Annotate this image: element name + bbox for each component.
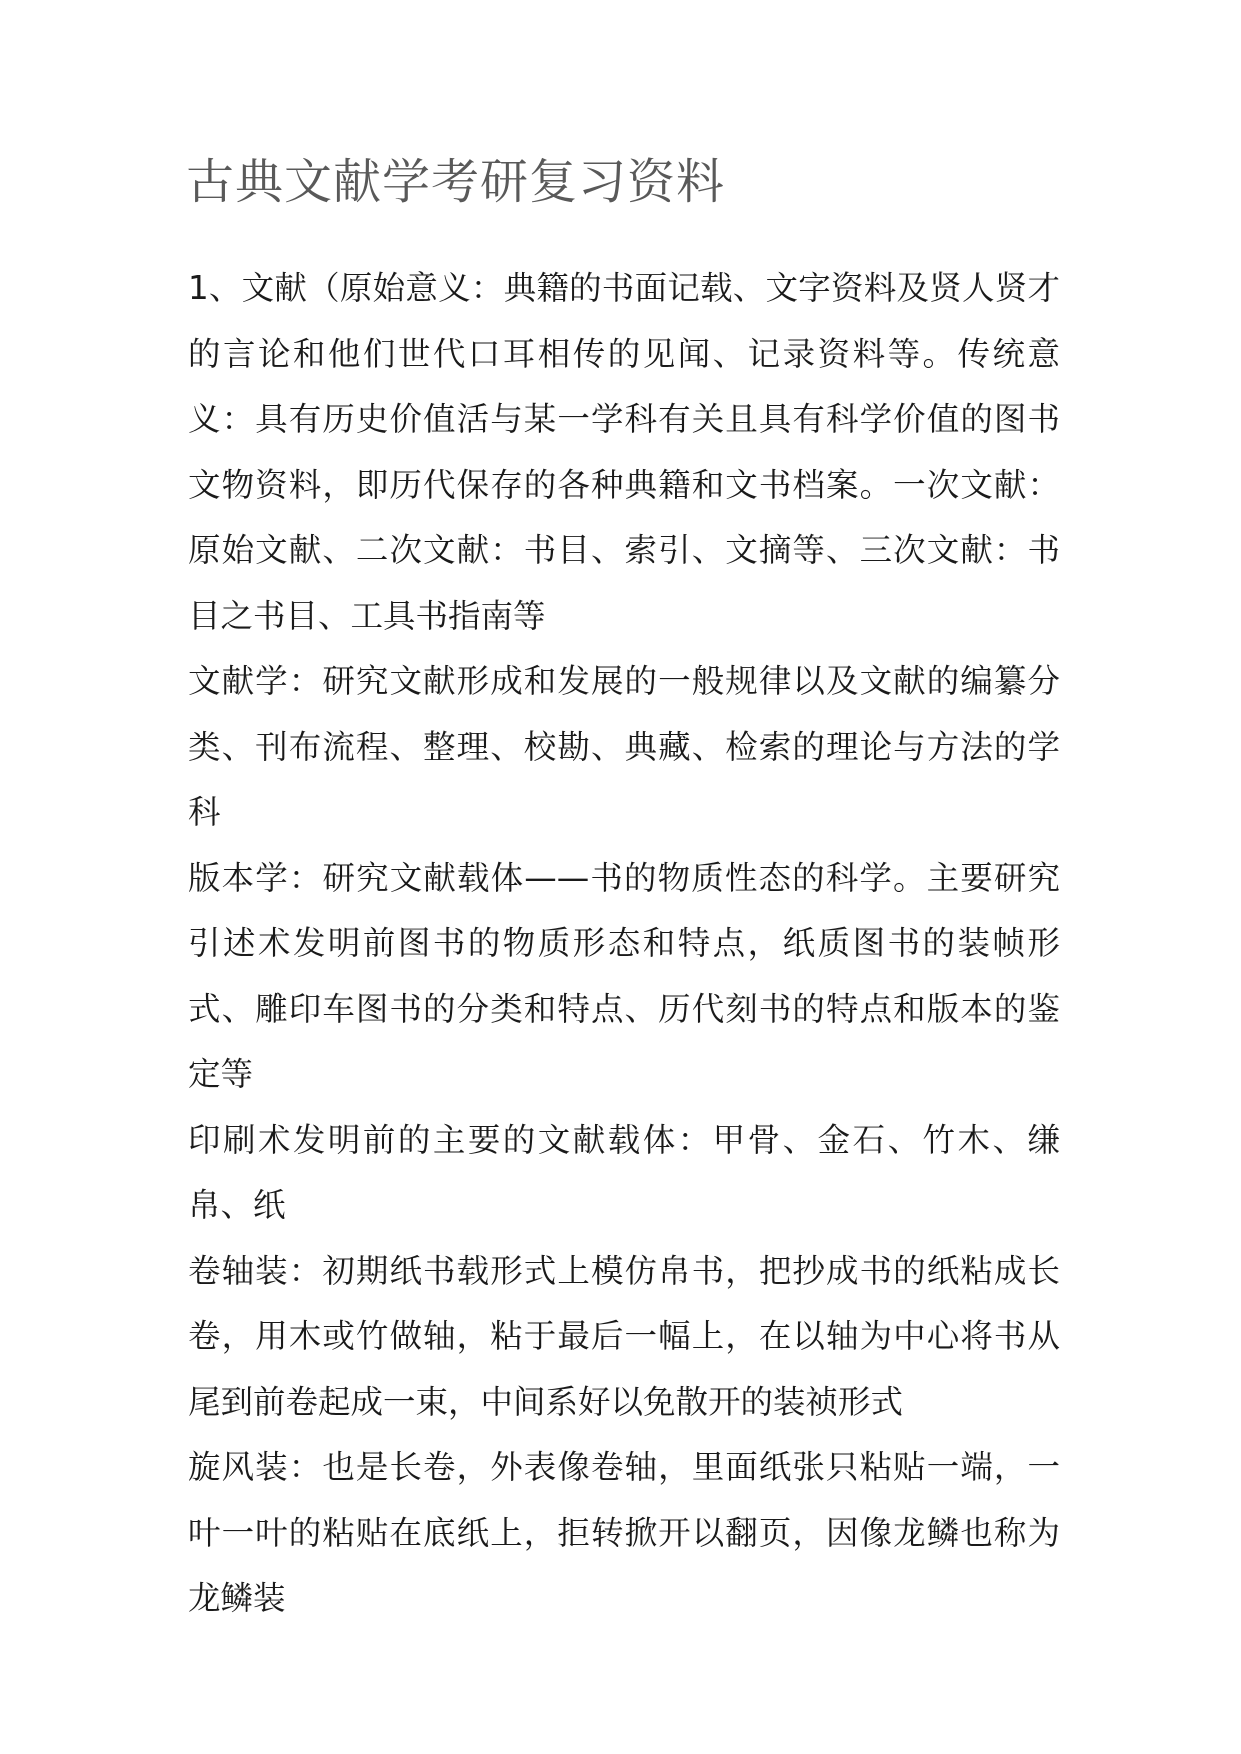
paragraph-bibliography-definition: 版本学：研究文献载体——书的物质性态的科学。主要研究引述术发明前图书的物质形态和特点，纸质图书的装帧形式、雕印车图书的分类和特点、历代刻书的特点和版本的鉴定等 — [188, 858, 1060, 1093]
paragraph-scroll-binding: 卷轴装：初期纸书载形式上模仿帛书，把抄成书的纸粘成长卷，用木或竹做轴，粘于最后一幅上，在以轴为中心将书从尾到前卷起成一束，中间系好以免散开的装祯形式 — [188, 1251, 1060, 1421]
paragraph-document-carriers: 印刷术发明前的主要的文献载体：甲骨、金石、竹木、缣帛、纸 — [188, 1120, 1060, 1224]
paragraph-literature-definition: 1、文献（原始意义：典籍的书面记载、文字资料及贤人贤才的言论和他们世代口耳相传的见闻、记录资料等。传统意义：具有历史价值活与某一学科有关且具有科学价值的图书文物资料，即历代保存的各种典籍和文书档案。一次文献：原始文献、二次文献：书目、索引、文摘等、三次文献：书目之书目、工具书指南等 — [188, 269, 1060, 635]
paragraph-whirlwind-binding: 旋风装：也是长卷，外表像卷轴，里面纸张只粘贴一端，一叶一叶的粘贴在底纸上，拒转掀开以翻页，因像龙鳞也称为龙鳞装 — [188, 1448, 1060, 1617]
document-page — [188, 150, 1060, 1632]
paragraph-philology-definition: 文献学：研究文献形成和发展的一般规律以及文献的编纂分类、刊布流程、整理、校勘、典藏、检索的理论与方法的学科 — [188, 662, 1060, 831]
document-title: 古典文献学考研复习资料 — [186, 154, 726, 210]
